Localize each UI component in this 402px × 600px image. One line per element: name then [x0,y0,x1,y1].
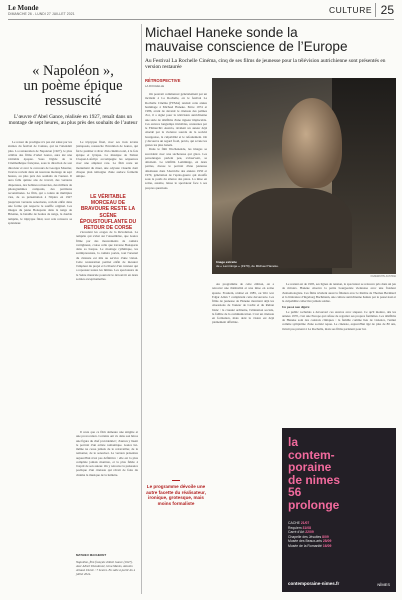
newspaper-logo: Le Monde [8,4,39,12]
left-article-deck: L’œuvre d’Abel Gance, réalisée en 1927, renaît dans un montage de sept heures, au plus près des souhaits de l’auteur [8,114,138,127]
pull-quote-right-text: Le programme dévoile une autre facette du réalisateur, ironique, grotesque, mais moins formaliste [146,484,206,506]
pull-quote-left-text: LE VÉRITABLE MORCEAU DE BRAVOURE RESTE LA SCÈNE ÉPOUSTOUFLANTE DU RETOUR DE CORSE [79,194,137,232]
left-title-line1: « Napoléon », [32,63,114,79]
ad-line2: contem- [288,447,335,462]
photo-credit: FILMARCHIV AUSTRIA [370,275,396,278]
left-body-col1 [8,140,72,592]
right-article-deck: Au Festival La Rochelle Cinéma, cinq de ses films de jeunesse pour la télévision autrichienne sont présentés en version restaurée [145,58,386,71]
left-body-col4 [76,430,138,550]
left-article-title [8,64,138,109]
left-body-text3: s'écoulent les orages de la Révolution. La tempête qui s'abat sur l'Assemblée, que Gance filme par des mouvements de caméra vertigineux, croise celle que traverse Bonaparte dans sa barque. Le montage rythmique, les surimpressions, la caméra portée, tout l'arsenal du cinéaste est mis au service d'une vision. Cette restauration permet enfin de mesurer l'ampleur du projet et la liberté d'un créateur qui a repoussé toutes les limites. Les spectateurs de la Seine musicale pourront le découvrir en deux soirées exceptionnelles. [76,230,138,281]
right-body-col1 [145,92,207,476]
ad-logo: NÎMES [377,582,390,587]
left-title-line3: ressuscité [44,93,102,109]
ad-footer-link[interactable]: contemporaine-nimes.fr [288,581,340,586]
ad-line4: de nimes [288,472,341,487]
masthead [8,4,394,20]
ad-event: Requiem 31/08 [288,525,312,530]
column-divider [141,24,142,594]
ad-event: Chapelle des Jésuites 8/09 [288,534,329,539]
ad-line6: prolonge [288,497,340,512]
ad-event: Musée de la Romanité 16/09 [288,543,332,548]
right-subhead: Un passé non digéré [282,305,310,310]
photo-caption [216,261,279,269]
left-info: Napoléon, film français d'Abel Gance (1927). Avec Albert Dieudonné, Gina Manès, Antonin Artaud. Durée : 7 heures. En salle à partir du 4 juillet 2024. [76,560,136,576]
advertisement[interactable] [282,428,396,592]
left-body-col2 [76,140,138,192]
kicker: RÉTROSPECTIVE [145,78,181,83]
left-body-text4: Il reste que ce film demeure une énigme et une provocation. Certains ont vu dans son héros une figure du chef providentiel ; d'autres y lisent le portrait d'un artiste romantique. Gance lui-même ne cessa jamais de le retravailler, de le remonter, de le sonoriser. La version présentée aujourd'hui n'est pas définitive : elle est la plus complète jamais montrée, et la plus fidèle à l'esprit de son auteur. On y retrouve la puissance poétique d'un cinéaste qui rêvait de faire du cinéma la musique de la lumière. [76,430,138,477]
ad-line5: 56 [288,485,302,499]
right-body-text2: Dans le film Wochenende, les images se succèdent avec une sécheresse qui glace. Les personnages parlent peu, s'observent, se dérobent. Le téléfilm Lemminge, en deux parties, dresse le portrait d'une jeunesse désabusée dans l'Autriche des années 1950 et 1970, génération de l'après-guerre qui étouffe sous le poids du silence des pères. La mise en scène, austère, laisse le spectateur face à ses propres questions. [145,147,207,190]
section-label: CULTURE [328,5,372,15]
ad-event: CACHE 21/07 [288,521,310,525]
page-number: 25 [375,3,394,17]
left-body-text2: Le triptyque final, avec ses trois écrans juxtaposés, ressuscite l'invention de Gance, qui fut le premier à rêver d'un cinéma total, à la fois épique et lyrique. La musique de Simon Cloquet-Lafollye accompagne les séquences avec une ampleur rare. Le film reste un monument du muet, une odyssée visuelle dont chaque plan témoigne d'une audace formelle unique. [76,140,138,178]
right-article-title [145,26,395,54]
byline: LA ROCHELLE [145,84,165,88]
ad-line1: la [288,435,299,449]
right-title-line2: mauvaise conscience de l’Europe [145,39,348,54]
right-body-col4 [282,282,396,422]
right-body-text1: On pourrait commencer généralement par un incident à La Rochelle, où le festival La Rochelle Cinéma (FEMA) rendait cette année hommage à Michael Haneke. Entre 1974 et 1986, avant de devenir le cinéaste des palmes d'or, il a signé pour la télévision autrichienne une série de téléfilms d'une rigueur implacable. Ces œuvres longtemps invisibles, restaurées par le Filmarchiv Austria, révèlent un auteur déjà obsédé par la violence sourde de la société bourgeoise, la culpabilité et le refoulement. On y découvre un regard froid, précis, qui scrute les gestes les plus banals. [145,92,207,147]
right-body-col3 [212,282,274,592]
ad-line3: poraine [288,460,332,474]
ad-events [288,521,392,549]
ad-event: Musée des Beaux-arts 28/09 [288,539,332,544]
left-body-col3 [76,230,138,426]
left-body-text1: Le retour du prodigue n'a pas été salué par les sirènes du festival de Cannes, qui ne l'attendait plus. La restauration de Napoléon (1927), le plus célèbre des films d'Abel Gance, aura été une véritable épopée. Sous l'égide de la Cinémathèque française, sous la direction de son directeur et avec le concours de Georges Mourier, l'œuvre revient dans un nouveau montage de sept heures, au plus près des souhaits de l'auteur. Il aura fallu quinze ans de travail, des versions dispersées, des bobines retrouvées, des milliers de photogrammes comparés, des partitions reconstituées. Le film, qui a connu de multiples vies, de sa présentation à l'Opéra en 1927 jusqu'aux versions sonorisées, revient enfin dans une forme qui respecte le souffle originel. Les images du jeune Bonaparte dans la neige de Brienne, la bataille de boules de neige, la double tempête, le triptyque final, tout cela retrouve sa splendeur. [8,140,72,225]
photo-caption-text: de « Lemminge » (1979), de Michael Haneke. [216,264,279,269]
left-signature: MATHIEU MACHERET [76,553,107,557]
ad-event: Carré d'Art 22/09 [288,530,314,535]
right-body-text5: Le public rochelais a découvert ces œuvres avec stupeur. Ce qu'il montre, dès les années 1970, c'est une Europe qui refuse de regarder ses propres fantômes. Les téléfilms de Haneke sont des constats cliniques : la famille comme lieu de violence, l'ennui comme symptôme d'une société repue. Le cinéaste, aujourd'hui âgé de plus de 80 ans, n'était pas présent à La Rochelle, mais ses films parlaient pour lui. [282,309,396,331]
right-body-text3: Au programme de cette édition, on a retrouvé une théâtralité et une mise en scène épurée. Fraulein, réalisé en 1985, ou Wer war Edgar Allan ? complètent cette découverte. Les films de jeunesse de Haneke montrent déjà les obsessions de l'auteur de Caché et du Ruban blanc : la cruauté ordinaire, l'aliénation sociale, la faillite de la communication. C'est un cinéaste en formation, mais dont la vision est déjà pleinement affirmée. [212,282,274,325]
photo-caption-title: Image extraite [216,260,237,265]
article-photo [212,78,396,274]
pull-quote-left [78,194,138,231]
dateline: DIMANCHE 26 - LUNDI 27 JUILLET 2021 [8,12,75,16]
right-body-text4: Le restant est de 1995, ses lignes de tension, le spectateur se retrouve pris dans un jeu de miroirs. Haneke observe la petite bourgeoisie viennoise avec une froideur d'entomologiste. Ces films révèlent aussi la filiation avec le théâtre de Thomas Bernhard et la littérature d'Ingeborg Bachmann, une culture autrichienne hantée par le passé nazi et la culpabilité collective jamais soldée. [282,282,396,303]
right-title-line1: Michael Haneke sonde la [145,25,298,40]
pull-quote-right [145,480,207,506]
ad-headline [288,436,392,511]
left-title-line2: un poème épique [23,78,123,94]
